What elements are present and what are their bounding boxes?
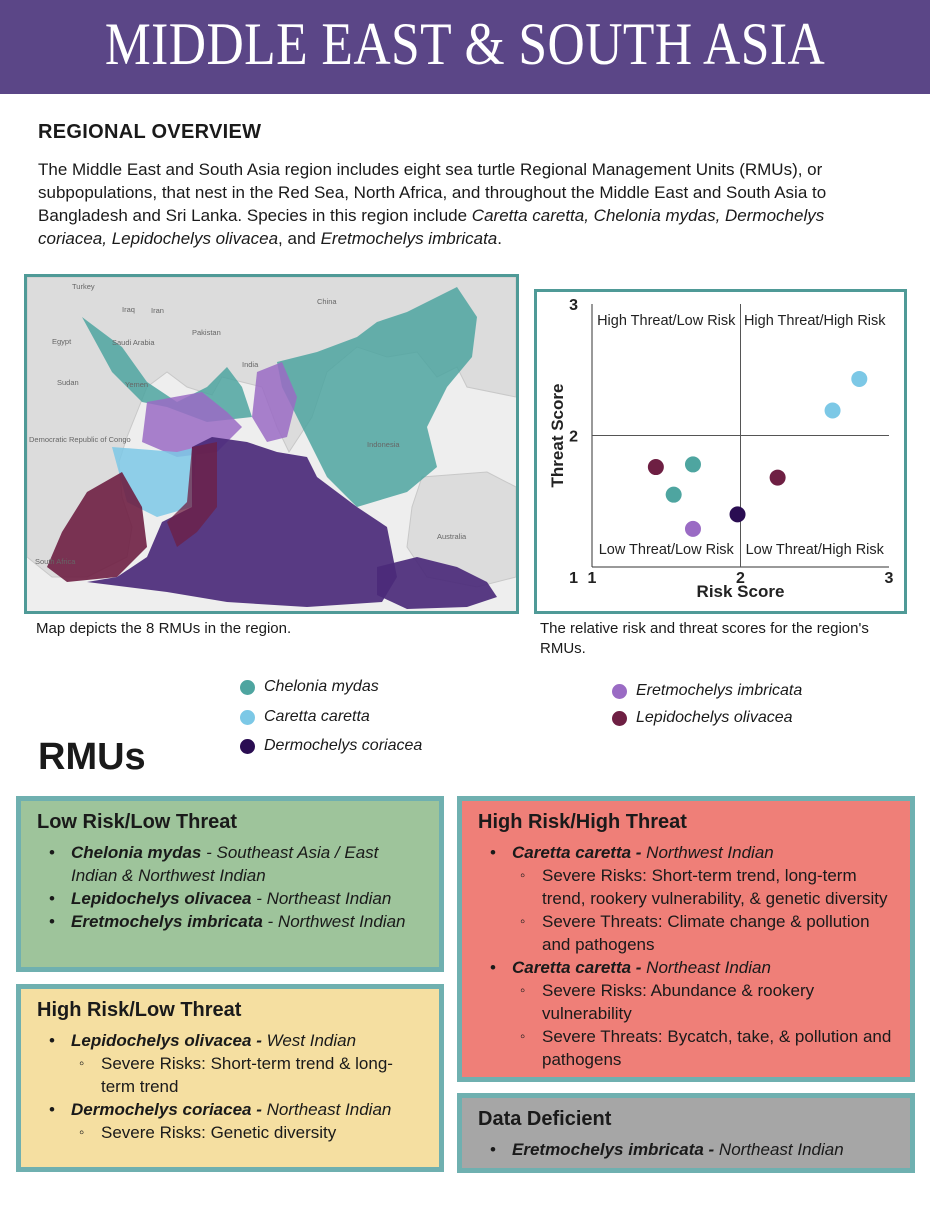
legend-label: Chelonia mydas [264, 678, 379, 695]
quadrant-label: High Threat/High Risk [743, 313, 886, 329]
rmu-list [37, 1029, 423, 1144]
legend-item [612, 682, 802, 700]
map-label: South Africa [35, 557, 76, 566]
species-name: Chelonia mydas [71, 843, 202, 862]
list-item [478, 956, 894, 979]
legend-item [240, 737, 422, 755]
map-label: India [242, 360, 259, 369]
sub-list-item: ◦ Severe Threats: Climate change & pollution and pathogens [478, 910, 894, 956]
overview-text [38, 158, 893, 250]
map-label: Yemen [125, 380, 149, 389]
species-name: Caretta caretta - [512, 843, 642, 862]
sub-list-item: ◦ Severe Risks: Genetic diversity [37, 1121, 423, 1144]
species-name: Lepidochelys olivacea [71, 889, 252, 908]
data-point [685, 521, 701, 537]
rmu-location: West Indian [261, 1031, 357, 1050]
species-name: Eretmochelys imbricata [71, 912, 263, 931]
rmu-location: Northeast Indian [641, 958, 771, 977]
sub-list-item: ◦ Severe Risks: Short-term trend & long-term trend [37, 1052, 423, 1098]
rmu-location: - Southeast Asia / East Indian & Northwest Indian [71, 843, 379, 885]
rmu-location: Northeast Indian [261, 1100, 392, 1119]
page-title: MIDDLE EAST & SOUTH ASIA [104, 11, 826, 77]
sub-list-item: ◦ Severe Threats: Bycatch, take, & pollution and pathogens [478, 1025, 894, 1071]
legend-item [240, 708, 370, 726]
data-point [666, 487, 682, 503]
list-item [37, 910, 423, 933]
rmu-location: Northeast Indian [714, 1140, 844, 1159]
quadrant-label: Low Threat/Low Risk [598, 542, 734, 558]
legend-label: Lepidochelys olivacea [636, 709, 793, 726]
overview-text-part-1: The Middle East and South Asia region includes eight sea turtle Regional Management Units (RMUs), or subpopulations, that nest in the Red Sea, North Africa, and throughout the Middle East and South Asia to Bangladesh and Sri Lanka. Species in this region include [38, 160, 827, 225]
chart-svg [537, 292, 904, 611]
x-tick-label: 2 [736, 570, 745, 587]
list-item [478, 1138, 894, 1161]
list-item [37, 887, 423, 910]
list-item [478, 841, 894, 864]
map-label: Saudi Arabia [112, 338, 155, 347]
legend-label: Caretta caretta [264, 708, 370, 725]
map-label: Pakistan [192, 328, 221, 337]
map-label: Iraq [122, 305, 135, 314]
data-point [825, 403, 841, 419]
list-item [37, 1029, 423, 1052]
legend-item [240, 678, 379, 696]
species-name: Eretmochelys imbricata - [512, 1140, 715, 1159]
map-label: Australia [437, 532, 467, 541]
map-label: Indonesia [367, 440, 400, 449]
rmu-location: - Northwest Indian [262, 912, 406, 931]
legend-dot [240, 710, 255, 725]
legend-dot [240, 739, 255, 754]
map-label: Egypt [52, 337, 72, 346]
legend-item [612, 709, 793, 727]
quadrant-label: Low Threat/High Risk [745, 542, 884, 558]
rmus-heading: RMUs [38, 736, 146, 778]
rmu-location: Northwest Indian [641, 843, 774, 862]
species-name: Dermochelys coriacea - [71, 1100, 262, 1119]
high-risk-low-threat-box [16, 984, 444, 1172]
overview-species-last: Eretmochelys imbricata [320, 229, 498, 248]
y-tick-label: 1 [569, 570, 578, 587]
legend-dot [612, 684, 627, 699]
data-point [770, 470, 786, 486]
data-point [685, 456, 701, 472]
legend-label: Eretmochelys imbricata [636, 682, 803, 699]
high-risk-high-threat-box [457, 796, 915, 1082]
data-point [648, 459, 664, 475]
legend-dot [612, 711, 627, 726]
map-graphic [27, 277, 516, 611]
quadrant-label: High Threat/Low Risk [597, 313, 736, 329]
rmu-list [478, 841, 894, 1071]
data-point [730, 506, 746, 522]
rmu-list [37, 841, 423, 933]
species-name: Lepidochelys olivacea - [71, 1031, 262, 1050]
y-axis-label: Threat Score [548, 383, 567, 488]
map-label: Turkey [72, 282, 95, 291]
low-risk-low-threat-box [16, 796, 444, 972]
overview-species-list: Caretta caretta, Chelonia mydas, Dermochelys coriacea, Lepidochelys olivacea [38, 206, 825, 248]
overview-heading: REGIONAL OVERVIEW [38, 121, 262, 143]
legend-label: Dermochelys coriacea [264, 737, 423, 754]
map-label: Sudan [57, 378, 79, 387]
box-title: Data Deficient [478, 1108, 612, 1130]
data-point [851, 371, 867, 387]
x-tick-label: 3 [884, 570, 894, 587]
overview-text-part-2: , and [278, 229, 321, 248]
box-title: High Risk/Low Threat [37, 999, 242, 1021]
y-tick-label: 3 [569, 297, 578, 314]
rmu-location: - Northeast Indian [251, 889, 392, 908]
rmu-list [478, 1138, 894, 1161]
risk-threat-chart [534, 289, 907, 614]
x-tick-label: 1 [587, 570, 597, 587]
list-item [37, 841, 423, 887]
legend-dot [240, 680, 255, 695]
x-axis-label: Risk Score [696, 582, 785, 601]
overview-text-part-3: . [497, 229, 502, 248]
data-deficient-box [457, 1093, 915, 1173]
box-title: High Risk/High Threat [478, 811, 687, 833]
list-item [37, 1098, 423, 1121]
map-caption: Map depicts the 8 RMUs in the region. [36, 620, 292, 637]
rmu-map [24, 274, 519, 614]
chart-caption: The relative risk and threat scores for the region's RMUs. [540, 620, 869, 657]
sub-list-item: ◦ Severe Risks: Short-term trend, long-term trend, rookery vulnerability, & genetic diversity [478, 864, 894, 910]
species-name: Caretta caretta - [512, 958, 642, 977]
y-tick-label: 2 [569, 428, 578, 446]
box-title: Low Risk/Low Threat [37, 811, 238, 833]
header-banner [0, 0, 930, 94]
sub-list-item: ◦ Severe Risks: Abundance & rookery vulnerability [478, 979, 894, 1025]
map-label: Iran [151, 306, 164, 315]
map-label: Democratic Republic of Congo [29, 435, 131, 444]
map-label: China [317, 297, 337, 306]
